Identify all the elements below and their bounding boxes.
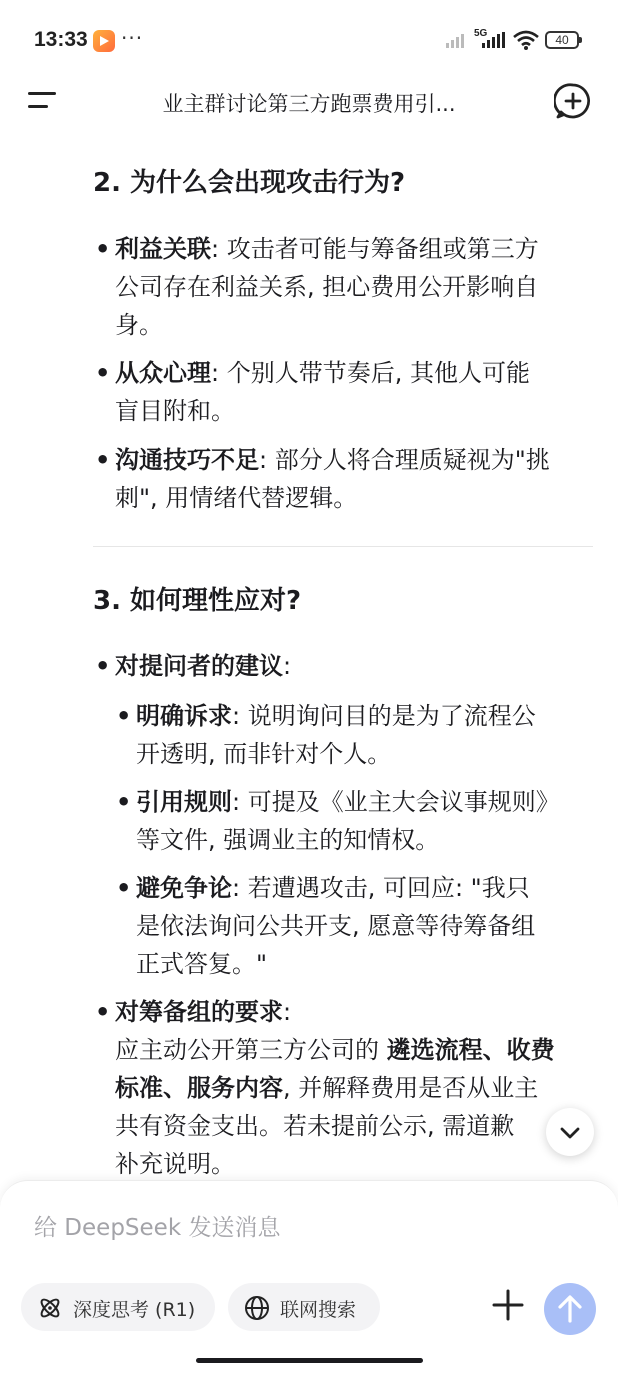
globe-icon [244, 1295, 270, 1321]
message-composer [0, 1180, 618, 1376]
home-indicator [196, 1358, 423, 1363]
web-search-label: 联网搜索 [280, 1299, 357, 1321]
status-time: 13:33 [34, 28, 88, 51]
list-item: • 对筹备组的要求: 应主动公开第三方公司的 遴选流程、收费 标准、服务内容, 并解释费用是否从业主 共有资金支出。若未提前公示, 需道歉 补充说明。 [95, 998, 555, 1178]
web-search-toggle[interactable] [228, 1283, 380, 1331]
deep-think-label: 深度思考 (R1) [73, 1299, 196, 1321]
list-item: • 从众心理: 个别人带节奏后, 其他人可能 盲目附和。 [95, 359, 530, 425]
message-content [0, 140, 618, 1180]
sub-list-item: • 明确诉求: 说明询问目的是为了流程公 开透明, 而非针对个人。 [116, 702, 536, 768]
list-item: • 沟通技巧不足: 部分人将合理质疑视为"挑 刺", 用情绪代替逻辑。 [95, 446, 550, 512]
plus-icon[interactable] [490, 1287, 526, 1323]
menu-icon[interactable] [28, 86, 62, 116]
section-heading-2: 2. 为什么会出现攻击行为? [93, 168, 406, 198]
sub-list-item: • 避免争论: 若遭遇攻击, 可回应: "我只 是依法询问公共开支, 愿意等待筹备组 正式答复。" [116, 874, 536, 978]
status-more-dots: ··· [121, 26, 144, 50]
atom-icon [37, 1295, 63, 1321]
signal-icon [482, 32, 508, 48]
scroll-down-button[interactable] [546, 1108, 594, 1156]
signal-weak-icon [446, 32, 470, 48]
section-heading-3: 3. 如何理性应对? [93, 586, 302, 616]
chat-header [0, 72, 618, 132]
send-button[interactable] [544, 1283, 596, 1335]
arrow-up-icon [544, 1283, 596, 1335]
chat-title: 业主群讨论第三方跑票费用引... [162, 92, 456, 116]
message-input[interactable] [32, 1209, 536, 1247]
sub-list-item: • 引用规则: 可提及《业主大会议事规则》 等文件, 强调业主的知情权。 [116, 788, 560, 854]
status-bar [0, 0, 618, 80]
section-divider [93, 546, 593, 547]
wifi-icon [512, 29, 540, 51]
network-type: 5G [474, 28, 488, 39]
battery-icon: 40 [545, 31, 579, 49]
chevron-down-icon [546, 1108, 594, 1156]
deep-think-toggle[interactable] [21, 1283, 215, 1331]
new-chat-icon[interactable] [554, 82, 592, 120]
list-item: • 利益关联: 攻击者可能与筹备组或第三方 公司存在利益关系, 担心费用公开影响自 身。 [95, 235, 539, 339]
list-item: • 对提问者的建议: [95, 652, 292, 680]
app-video-icon [93, 30, 115, 52]
